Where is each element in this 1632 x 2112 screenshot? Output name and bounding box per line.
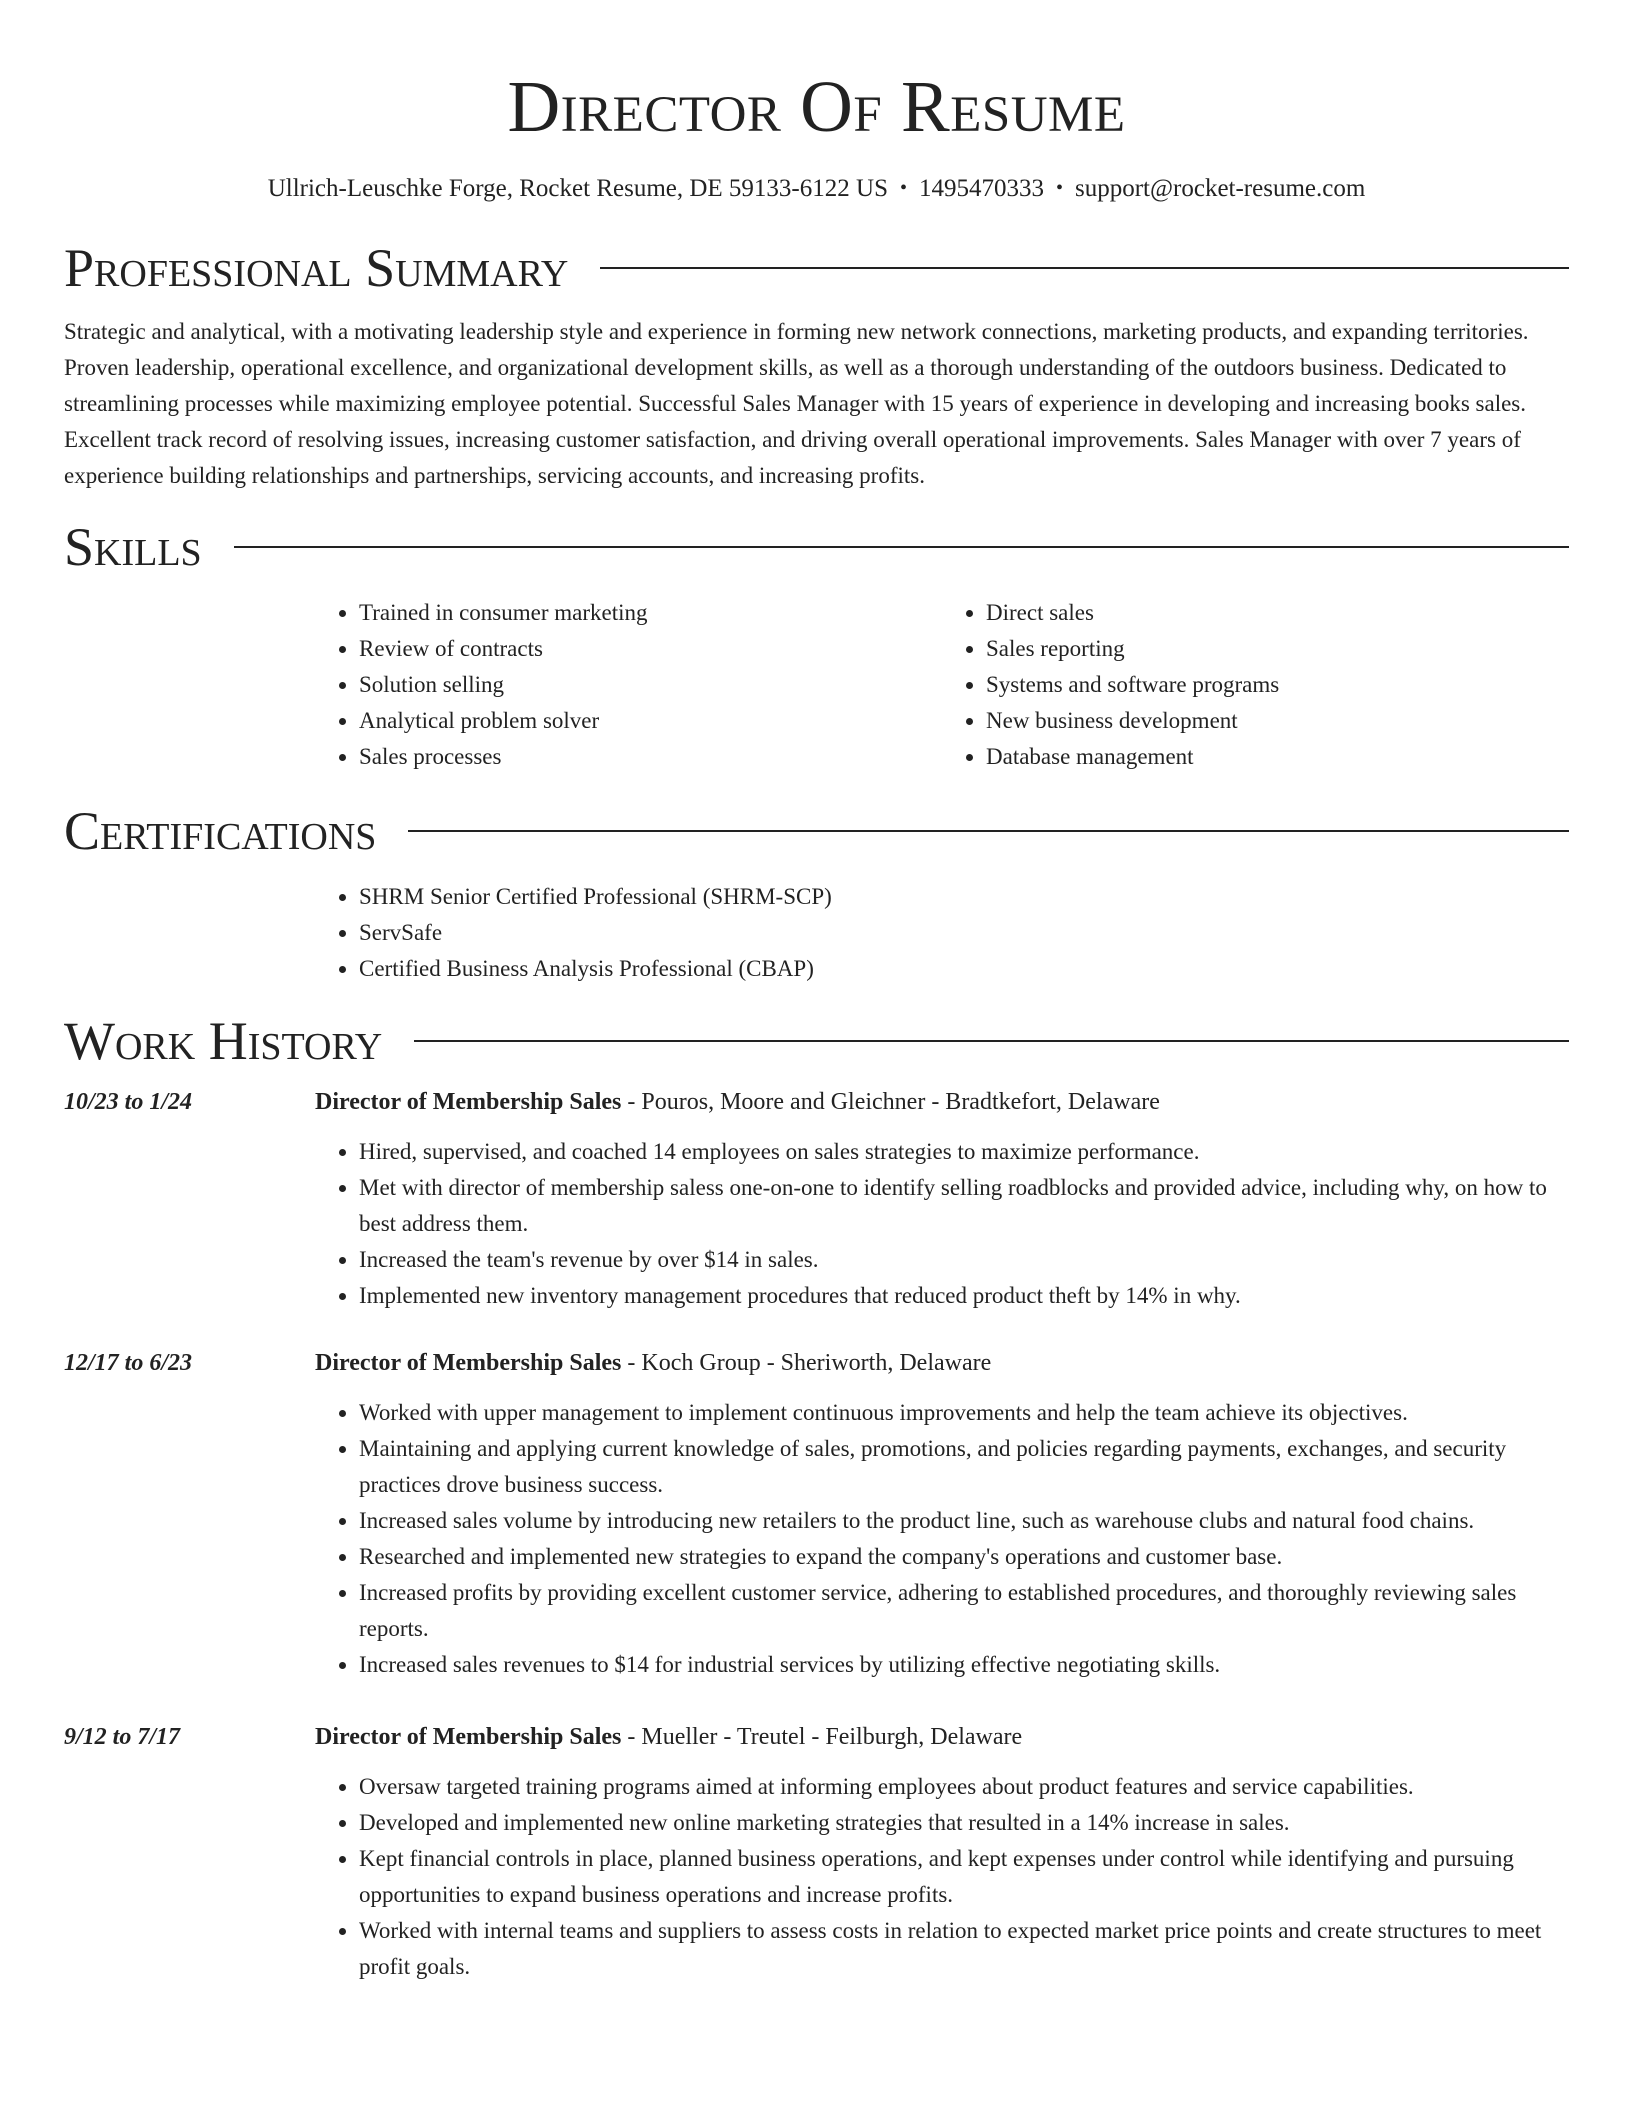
skill-item: • Review of contracts — [359, 631, 942, 667]
section-title-summary: Professional Summary — [64, 238, 569, 298]
skills-list-left — [315, 595, 942, 775]
contact-phone: 1495470333 — [918, 175, 1044, 202]
job-dates: 10/23 to 1/24 — [64, 1089, 193, 1115]
job-bullet: • Increased profits by providing excellent customer service, adhering to established procedures, and thoroughly reviewing sales reports. — [359, 1575, 1569, 1647]
section-rule — [408, 830, 1569, 832]
certification-item: • ServSafe — [359, 915, 1569, 951]
skills-list-right — [942, 595, 1569, 775]
section-header-certifications — [64, 799, 1569, 863]
skill-item: • Solution selling — [359, 667, 942, 703]
contact-separator: • — [899, 177, 907, 199]
job-title: Director of Membership Sales — [315, 1089, 622, 1115]
skill-item: • Systems and software programs — [986, 667, 1569, 703]
job-entry — [64, 1345, 1569, 1683]
job-entry — [64, 1084, 1569, 1314]
certifications-list — [315, 879, 1569, 987]
job-entry — [64, 1719, 1569, 1985]
skill-item: • Analytical problem solver — [359, 703, 942, 739]
certification-item: • Certified Business Analysis Professional (CBAP) — [359, 951, 1569, 987]
job-bullet: • Oversaw targeted training programs aimed at informing employees about product features and service capabilities. — [359, 1769, 1569, 1805]
job-dates: 12/17 to 6/23 — [64, 1350, 193, 1376]
job-bullet: • Developed and implemented new online marketing strategies that resulted in a 14% increase in sales. — [359, 1805, 1569, 1841]
section-rule — [414, 1040, 1569, 1042]
section-header-summary — [64, 236, 1569, 300]
job-bullet: • Increased sales revenues to $14 for industrial services by utilizing effective negotiating skills. — [359, 1647, 1569, 1683]
job-header — [64, 1084, 1569, 1120]
skill-item: • Direct sales — [986, 595, 1569, 631]
section-header-skills — [64, 515, 1569, 579]
contact-address: Ullrich-Leuschke Forge, Rocket Resume, DE 59133-6122 US — [267, 175, 888, 202]
skill-item: • Sales processes — [359, 739, 942, 775]
job-bullets — [315, 1395, 1569, 1683]
section-header-work-history — [64, 1009, 1569, 1073]
skill-item: • Sales reporting — [986, 631, 1569, 667]
job-bullet: • Maintaining and applying current knowledge of sales, promotions, and policies regarding payments, exchanges, and security practices drove business success. — [359, 1431, 1569, 1503]
section-rule — [600, 267, 1569, 269]
job-title: Director of Membership Sales — [315, 1350, 622, 1376]
job-bullet: • Researched and implemented new strategies to expand the company's operations and customer base. — [359, 1539, 1569, 1575]
job-heading — [315, 1084, 1160, 1120]
resume-name: Director Of Resume — [507, 66, 1126, 147]
job-bullet: • Hired, supervised, and coached 14 employees on sales strategies to maximize performance. — [359, 1134, 1569, 1170]
job-title: Director of Membership Sales — [315, 1724, 622, 1750]
contact-email: support@rocket-resume.com — [1075, 175, 1366, 202]
section-title-certifications: Certifications — [64, 801, 377, 861]
job-bullet: • Implemented new inventory management procedures that reduced product theft by 14% in why. — [359, 1278, 1569, 1314]
job-header — [64, 1719, 1569, 1755]
summary-text: Strategic and analytical, with a motivating leadership style and experience in forming new network connections, marketing products, and expanding territories. Proven leadership, operational excellence, and organizational development skills, as well as a thorough understanding of the outdoors business. Dedicated to streamlining processes while maximizing employee potential. Successful Sales Manager with 15 years of experience in developing and increasing books sales. Excellent track record of resolving issues, increasing customer satisfaction, and driving overall operational improvements. Sales Manager with over 7 years of experience building relationships and partnerships, servicing accounts, and increasing profits. — [64, 319, 1529, 488]
job-heading — [315, 1719, 1022, 1755]
contact-line — [64, 172, 1569, 205]
skill-item: • New business development — [986, 703, 1569, 739]
job-heading — [315, 1345, 991, 1381]
job-bullet: • Worked with upper management to implement continuous improvements and help the team achieve its objectives. — [359, 1395, 1569, 1431]
section-title-skills: Skills — [64, 517, 202, 577]
job-header — [64, 1345, 1569, 1381]
job-bullet: • Worked with internal teams and suppliers to assess costs in relation to expected market price points and create structures to meet profit goals. — [359, 1913, 1569, 1985]
job-bullet: • Kept financial controls in place, planned business operations, and kept expenses under control while identifying and pursuing opportunities to expand business operations and increase profits. — [359, 1841, 1569, 1913]
job-bullet: • Increased sales volume by introducing new retailers to the product line, such as warehouse clubs and natural food chains. — [359, 1503, 1569, 1539]
job-bullet: • Met with director of membership saless one-on-one to identify selling roadblocks and provided advice, including why, on how to best address them. — [359, 1170, 1569, 1242]
job-bullets — [315, 1769, 1569, 1985]
job-dates: 9/12 to 7/17 — [64, 1724, 181, 1750]
contact-separator: • — [1055, 177, 1063, 199]
job-employer: - Mueller - Treutel - Feilburgh, Delaware — [621, 1724, 1023, 1750]
job-bullet: • Increased the team's revenue by over $14 in sales. — [359, 1242, 1569, 1278]
skill-item: • Database management — [986, 739, 1569, 775]
job-bullets — [315, 1134, 1569, 1314]
section-rule — [234, 546, 1569, 548]
certification-item: • SHRM Senior Certified Professional (SHRM-SCP) — [359, 879, 1569, 915]
section-title-work-history: Work History — [64, 1011, 383, 1071]
skills-columns — [315, 595, 1569, 775]
skill-item: • Trained in consumer marketing — [359, 595, 942, 631]
job-employer: - Pouros, Moore and Gleichner - Bradtkefort, Delaware — [621, 1089, 1160, 1115]
job-employer: - Koch Group - Sheriworth, Delaware — [621, 1350, 992, 1376]
